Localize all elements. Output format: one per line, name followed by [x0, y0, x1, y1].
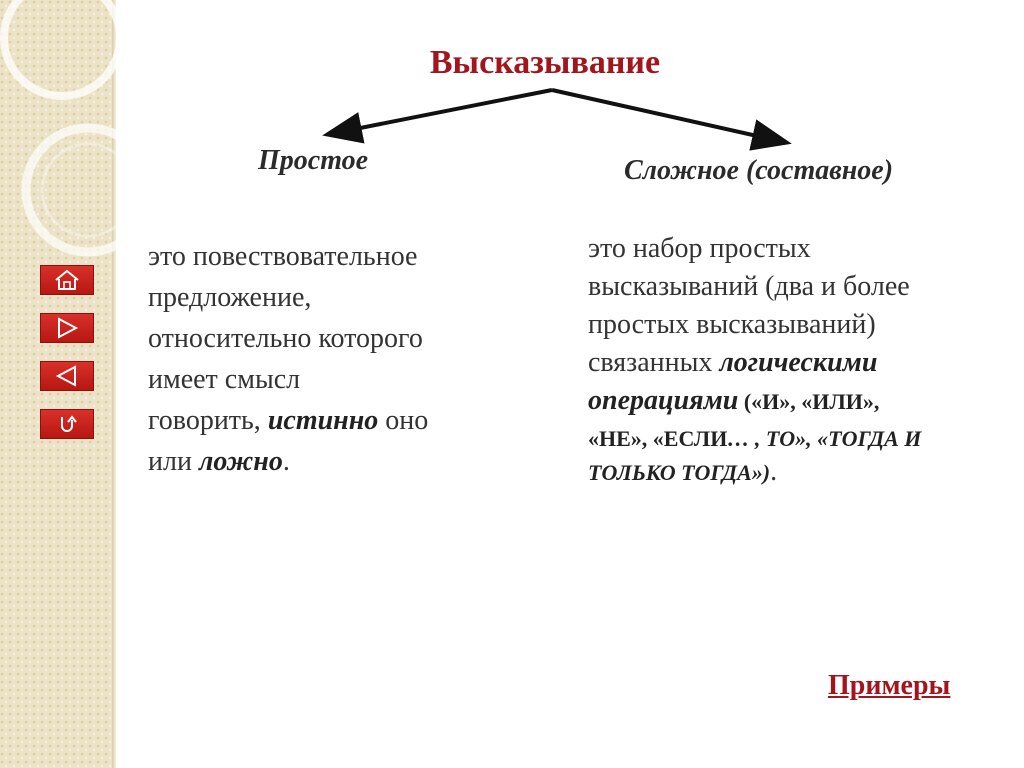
home-icon — [53, 268, 81, 292]
simple-def-line: относительно которого — [148, 323, 423, 354]
slide-title: Высказывание — [429, 44, 661, 81]
text-fragment: говорить, — [148, 405, 268, 436]
previous-slide-button[interactable] — [40, 361, 94, 391]
compound-def-line — [588, 382, 998, 421]
simple-def-line: предложение, — [148, 282, 312, 313]
next-slide-button[interactable] — [40, 313, 94, 343]
return-arrow-icon — [55, 412, 79, 436]
simple-statement-label: Простое — [258, 145, 369, 176]
home-button[interactable] — [40, 265, 94, 295]
text-fragment: связанных — [588, 347, 720, 378]
operations-list: … , ТО», «ТОГДА И — [727, 426, 922, 451]
play-right-icon — [55, 317, 79, 339]
text-fragment: или — [148, 446, 199, 477]
emphasis-operations: операциями — [588, 385, 739, 416]
emphasis-false: ложно — [198, 446, 283, 477]
text-fragment: . — [282, 446, 290, 477]
compound-def-line — [588, 455, 998, 489]
simple-def-line: это повествовательное — [148, 241, 418, 272]
text-fragment: оно — [378, 405, 429, 436]
examples-link[interactable]: Примеры — [828, 670, 951, 701]
side-strip-edge — [112, 0, 116, 768]
operations-list: «НЕ», «ЕСЛИ — [588, 426, 728, 451]
compound-def-line — [588, 421, 998, 455]
simple-def-line — [148, 441, 508, 482]
emphasis-logical: логическими — [719, 347, 878, 378]
simple-def-line: имеет смысл — [148, 364, 301, 395]
text-fragment: . — [770, 456, 778, 487]
compound-def-line: это набор простых — [588, 233, 811, 264]
operations-list: ТОЛЬКО ТОГДА») — [588, 460, 771, 485]
operations-list: («И», «ИЛИ», — [738, 389, 880, 414]
arrow-to-simple — [330, 90, 552, 134]
simple-def-line — [148, 400, 508, 441]
return-button[interactable] — [40, 409, 94, 439]
compound-def-line — [588, 344, 998, 382]
compound-def-line: высказываний (два и более — [588, 271, 910, 302]
compound-definition — [588, 230, 998, 489]
compound-def-line: простых высказываний) — [588, 309, 876, 340]
play-left-icon — [55, 365, 79, 387]
compound-statement-label: Сложное (составное) — [624, 155, 894, 186]
emphasis-true: истинно — [267, 405, 379, 436]
simple-definition — [148, 236, 508, 482]
arrow-to-compound — [552, 90, 784, 142]
